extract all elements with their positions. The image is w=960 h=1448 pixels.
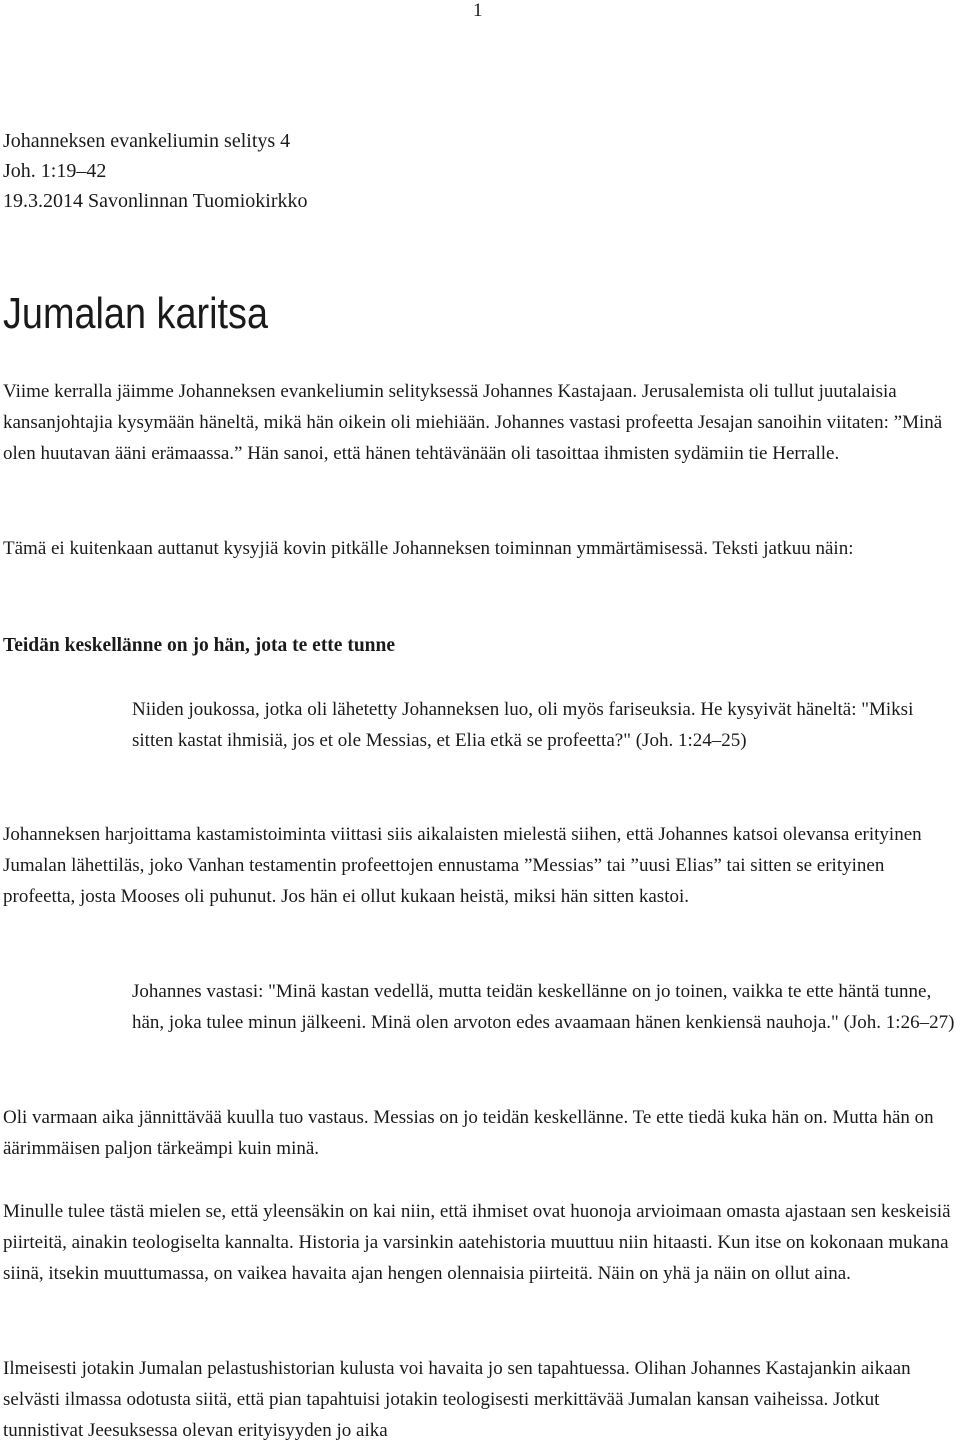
paragraph-baptism: Johanneksen harjoittama kastamistoiminta viittasi siis aikalaisten mielestä siihen, että Johannes katsoi olevansa erityinen Jumalan lähettiläs, joko Vanhan testamentin profeettojen ennustama ”Messias” tai ”uusi Elias” tai sitten se erityinen profeetta, josta Mooses oli puhunut. Jos hän ei ollut kukaan heistä, miksi hän sitten kastoi. — [3, 824, 922, 907]
paragraph-history: Ilmeisesti jotakin Jumalan pelastushistorian kulusta voi havaita jo sen tapahtuessa. Olihan Johannes Kastajankin aikaan selvästi ilmassa odotusta siitä, että pian tapahtuisi jotakin teologisesti merkittävää Jumalan kansan vaiheissa. Jotkut tunnistivat Jeesuksessa olevan erityisyyden jo aika — [3, 1358, 911, 1441]
header-date-place-line: 19.3.2014 Savonlinnan Tuomiokirkko — [3, 190, 308, 212]
paragraph-reflection: Minulle tulee tästä mielen se, että yleensäkin on kai niin, että ihmiset ovat huonoja arvioimaan omasta ajastaan sen keskeisiä piirteitä, ainakin teologiselta kannalta. Historia ja varsinkin aatehistoria muuttuu niin hitaasti. Kun itse on kokonaan mukana siinä, itsekin muuttumassa, on vaikea havaita ajan hengen olennaisia piirteitä. Näin on yhä ja näin on ollut aina. — [3, 1201, 951, 1284]
document-header — [3, 126, 903, 216]
header-scripture-line: Joh. 1:19–42 — [3, 160, 107, 182]
page-number: 1 — [473, 0, 483, 21]
scripture-quote-1: Niiden joukossa, jotka oli lähetetty Johanneksen luo, oli myös fariseuksia. He kysyivät häneltä: "Miksi sitten kastat ihmisiä, jos et ole Messias, et Elia etkä se profeetta?" (Joh. 1:24–25) — [132, 699, 914, 751]
scripture-quote-2: Johannes vastasi: "Minä kastan vedellä, mutta teidän keskellänne on jo toinen, vaikka te ette häntä tunne, hän, joka tulee minun jälkeeni. Minä olen arvoton edes avaamaan hänen kenkiensä nauhoja." (Joh. 1:26–27) — [132, 981, 955, 1033]
page-title: Jumalan karitsa — [3, 289, 269, 338]
paragraph-intro: Viime kerralla jäimme Johanneksen evankeliumin selityksessä Johannes Kastajaan. Jerusalemista oli tullut juutalaisia kansanjohtajia kysymään häneltä, mikä hän oikein oli miehiään. Johannes vastasi profeetta Jesajan sanoihin viitaten: ”Minä olen huutavan ääni erämaassa.” Hän sanoi, että hänen tehtävänään oli tasoittaa ihmisten sydämiin tie Herralle. — [3, 381, 943, 464]
header-series-line: Johanneksen evankeliumin selitys 4 — [3, 130, 291, 152]
paragraph-answer: Oli varmaan aika jännittävää kuulla tuo vastaus. Messias on jo teidän keskellänne. Te ette tiedä kuka hän on. Mutta hän on äärimmäisen paljon tärkeämpi kuin minä. — [3, 1107, 934, 1159]
section-heading: Teidän keskellänne on jo hän, jota te ette tunne — [3, 635, 396, 656]
paragraph-continuation: Tämä ei kuitenkaan auttanut kysyjiä kovin pitkälle Johanneksen toiminnan ymmärtämisessä. Teksti jatkuu näin: — [3, 538, 854, 559]
